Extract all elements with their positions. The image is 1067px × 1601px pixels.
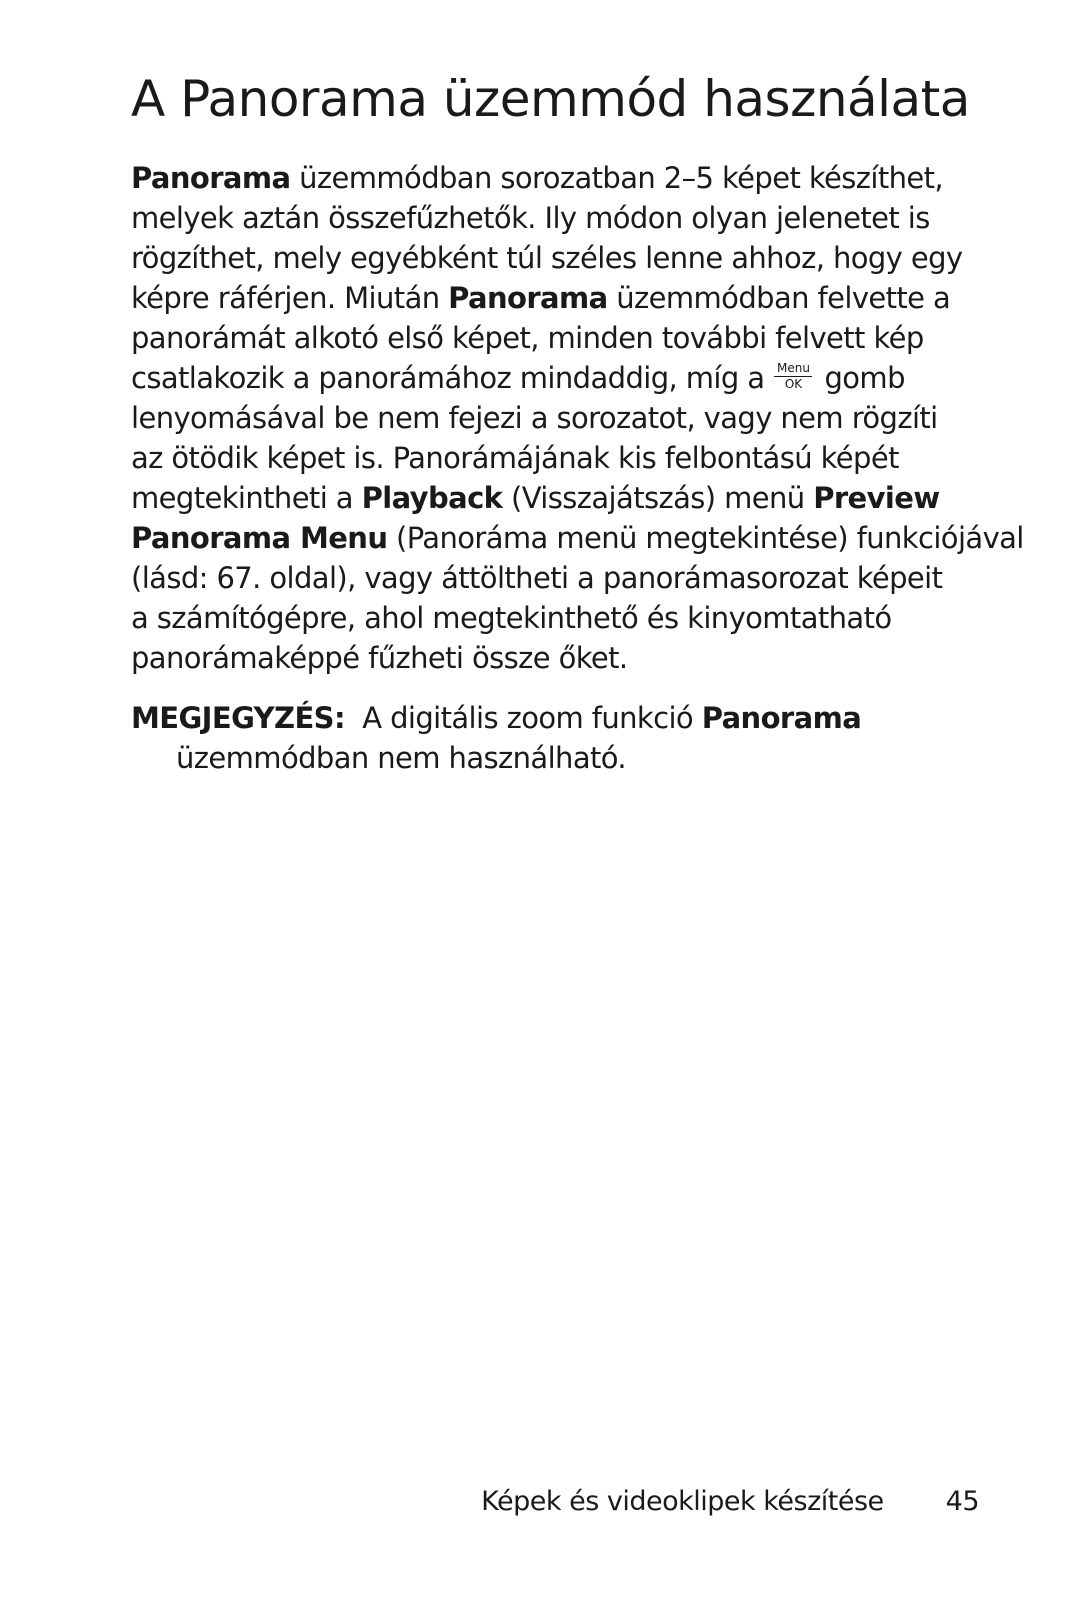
note-label: MEGJEGYZÉS:: [131, 701, 345, 735]
text-line-7: lenyomásával be nem fejezi a sorozatot, vagy nem rögzíti: [131, 401, 938, 435]
emphasis-panorama: Panorama: [131, 161, 291, 195]
text-line-2: melyek aztán összefűzhetők. Ily módon olyan jelenetet is: [131, 201, 930, 235]
page-title: A Panorama üzemmód használata: [131, 70, 970, 128]
text-line-6: csatlakozik a panorámához mindaddig, míg a Menu OK gomb: [131, 361, 905, 395]
note-line-2: üzemmódban nem használható.: [176, 741, 627, 775]
emphasis-preview: Preview: [813, 481, 940, 515]
emphasis-panorama: Panorama: [701, 701, 862, 735]
text-line-10: Panorama Menu (Panoráma menü megtekintése) funkciójával: [131, 521, 1024, 555]
note-block: [131, 698, 981, 778]
body-paragraph: [131, 158, 1024, 678]
text-line-11: (lásd: 67. oldal), vagy áttöltheti a panorámasorozat képeit: [131, 561, 943, 595]
text-line-12: a számítógépre, ahol megtekinthető és kinyomtatható: [131, 601, 892, 635]
text-line-5: panorámát alkotó első képet, minden további felvett kép: [131, 321, 924, 355]
page-number: 45: [945, 1486, 979, 1517]
text-line-9: megtekintheti a Playback (Visszajátszás) menü Preview: [131, 481, 940, 515]
emphasis-panorama: Panorama: [448, 281, 608, 315]
text-line-8: az ötödik képet is. Panorámájának kis felbontású képét: [131, 441, 899, 475]
text-line-13: panorámaképpé fűzheti össze őket.: [131, 641, 628, 675]
emphasis-panorama-menu: Panorama Menu: [131, 521, 388, 555]
text-line-1: Panorama üzemmódban sorozatban 2–5 képet készíthet,: [131, 161, 944, 195]
text-line-4: képre ráférjen. Miután Panorama üzemmódban felvette a: [131, 281, 951, 315]
footer-section-title: Képek és videoklipek készítése: [481, 1486, 884, 1517]
menu-ok-icon: Menu OK: [770, 362, 816, 392]
page-footer: [481, 1486, 979, 1517]
text-line-3: rögzíthet, mely egyébként túl széles lenne ahhoz, hogy egy: [131, 241, 963, 275]
emphasis-playback: Playback: [361, 481, 503, 515]
note-line-1: MEGJEGYZÉS: A digitális zoom funkció Panorama: [131, 701, 862, 735]
